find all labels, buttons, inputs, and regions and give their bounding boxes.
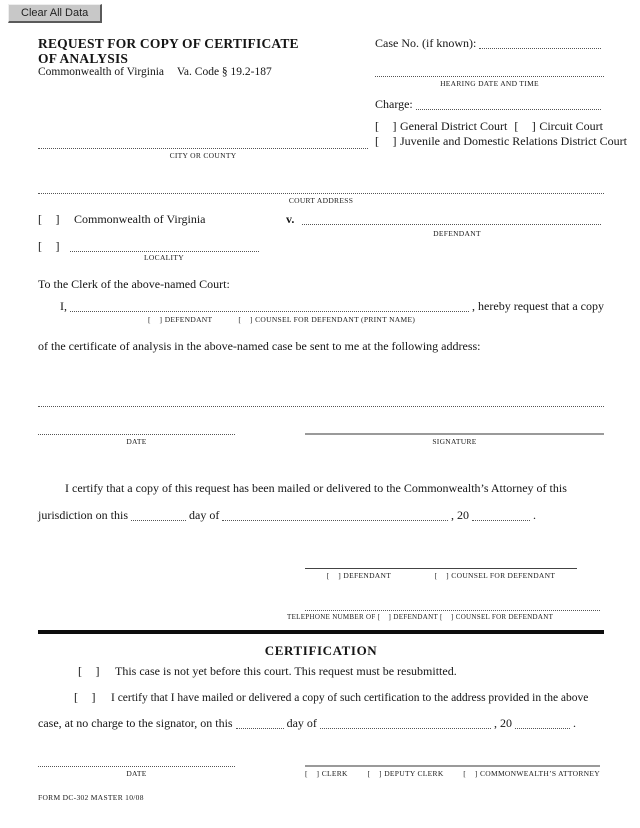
hearing-date-field[interactable] <box>375 62 604 77</box>
versus-label: v. <box>286 212 295 226</box>
court-address-field[interactable] <box>38 179 604 194</box>
commonwealths-attorney-label: COMMONWEALTH’S ATTORNEY <box>479 769 600 778</box>
locality-label: LOCALITY <box>144 253 184 262</box>
signer-defendant-checkbox[interactable]: [ ] <box>326 571 342 580</box>
cert-year-field[interactable] <box>515 718 570 729</box>
general-district-court-checkbox[interactable]: [ ] <box>375 119 397 133</box>
request-date-field[interactable] <box>38 420 235 435</box>
request-signature-field[interactable] <box>305 420 604 435</box>
telephone-field[interactable] <box>305 596 600 611</box>
charge-field[interactable] <box>416 99 601 110</box>
mailing-certify-line1: I certify that a copy of this request has been mailed or delivered to the Commonwealth’s Attorney of this <box>65 481 567 495</box>
form-subtitle-code: Va. Code § 19.2-187 <box>176 66 272 78</box>
court-address-label: COURT ADDRESS <box>288 196 354 205</box>
form-number: FORM DC-302 MASTER 10/08 <box>38 793 144 802</box>
case-no-label: Case No. (if known): <box>375 36 477 50</box>
commonwealths-attorney-checkbox[interactable]: [ ] <box>463 769 478 778</box>
mailing-period: . <box>533 508 536 522</box>
mailing-day-of-label: day of <box>189 508 220 522</box>
cert-day-field[interactable] <box>236 718 284 729</box>
signer-counsel-checkbox[interactable]: [ ] <box>434 571 450 580</box>
defendant-name-field[interactable] <box>302 214 601 225</box>
cert-date-field[interactable] <box>38 752 235 767</box>
cert-day-of-label: day of <box>286 716 317 730</box>
form-title-line1: REQUEST FOR COPY OF CERTIFICATE <box>38 36 299 51</box>
requester-name-field[interactable] <box>70 301 469 312</box>
circuit-court-checkbox[interactable]: [ ] <box>514 119 537 133</box>
mailing-month-field[interactable] <box>222 510 448 521</box>
locality-field[interactable] <box>70 241 259 252</box>
requester-counsel-label: COUNSEL FOR DEFENDANT (PRINT NAME) <box>255 315 416 324</box>
locality-checkbox[interactable]: [ ] <box>38 239 60 253</box>
to-clerk-line: To the Clerk of the above-named Court: <box>38 277 230 291</box>
deputy-clerk-checkbox[interactable]: [ ] <box>367 769 382 778</box>
phone-defendant-label: DEFENDANT <box>393 613 438 621</box>
form-title-line2: OF ANALYSIS <box>38 51 129 66</box>
defendant-label: DEFENDANT <box>433 229 481 238</box>
signer-counsel-label: COUNSEL FOR DEFENDANT <box>451 571 556 580</box>
mailing-signature-field[interactable] <box>305 554 577 569</box>
city-county-field[interactable] <box>38 134 368 149</box>
commonwealth-checkbox[interactable]: [ ] <box>38 212 60 226</box>
mailing-line2-prefix: jurisdiction on this <box>38 508 128 522</box>
cert-period: . <box>573 716 576 730</box>
requester-defendant-checkbox[interactable]: [ ] <box>148 315 163 324</box>
phone-counsel-label: COUNSEL FOR DEFENDANT <box>455 613 554 621</box>
certify-mailed-label: I certify that I have mailed or delivered a copy of such certification to the address provided in the above <box>111 692 589 704</box>
case-no-field[interactable] <box>479 38 601 49</box>
cert-line2-prefix: case, at no charge to the signator, on this <box>38 716 233 730</box>
request-tail: , hereby request that a copy <box>472 299 604 313</box>
jdr-court-label: Juvenile and Domestic Relations District Court <box>400 134 627 148</box>
form-subtitle-jurisdiction: Commonwealth of Virginia <box>38 66 165 78</box>
cert-month-field[interactable] <box>320 718 491 729</box>
officer-signature-field[interactable] <box>305 752 600 767</box>
phone-defendant-checkbox[interactable]: [ ] <box>377 613 392 621</box>
not-before-court-label: This case is not yet before this court. This request must be resubmitted. <box>115 664 457 678</box>
certification-heading: CERTIFICATION <box>264 643 378 658</box>
cert-year-prefix: , 20 <box>494 716 512 730</box>
clerk-label: CLERK <box>321 769 348 778</box>
telephone-label-prefix: TELEPHONE NUMBER OF <box>287 613 376 621</box>
i-prefix: I, <box>60 299 67 313</box>
cert-date-label: DATE <box>126 769 147 778</box>
clerk-checkbox[interactable]: [ ] <box>305 769 320 778</box>
circuit-court-label: Circuit Court <box>539 119 603 133</box>
mailing-day-field[interactable] <box>131 510 186 521</box>
general-district-court-label: General District Court <box>400 119 508 133</box>
hearing-date-label: HEARING DATE AND TIME <box>440 79 539 88</box>
city-county-label: CITY OR COUNTY <box>169 151 237 160</box>
requester-defendant-label: DEFENDANT <box>164 315 213 324</box>
mailing-year-field[interactable] <box>472 510 530 521</box>
jdr-court-checkbox[interactable]: [ ] <box>375 134 397 148</box>
mailing-address-field[interactable] <box>38 392 604 407</box>
plaintiff-name: Commonwealth of Virginia <box>74 212 206 226</box>
certify-mailed-checkbox[interactable]: [ ] <box>74 690 96 704</box>
section-divider <box>38 630 604 634</box>
request-signature-label: SIGNATURE <box>432 437 477 446</box>
not-before-court-checkbox[interactable]: [ ] <box>78 664 100 678</box>
request-body-line: of the certificate of analysis in the above-named case be sent to me at the following address: <box>38 339 481 353</box>
mailing-year-prefix: , 20 <box>451 508 469 522</box>
request-date-label: DATE <box>126 437 147 446</box>
charge-label: Charge: <box>375 97 413 111</box>
requester-counsel-checkbox[interactable]: [ ] <box>238 315 253 324</box>
clear-all-data-button[interactable]: Clear All Data <box>8 4 102 23</box>
deputy-clerk-label: DEPUTY CLERK <box>384 769 444 778</box>
signer-defendant-label: DEFENDANT <box>343 571 392 580</box>
phone-counsel-checkbox[interactable]: [ ] <box>439 613 454 621</box>
